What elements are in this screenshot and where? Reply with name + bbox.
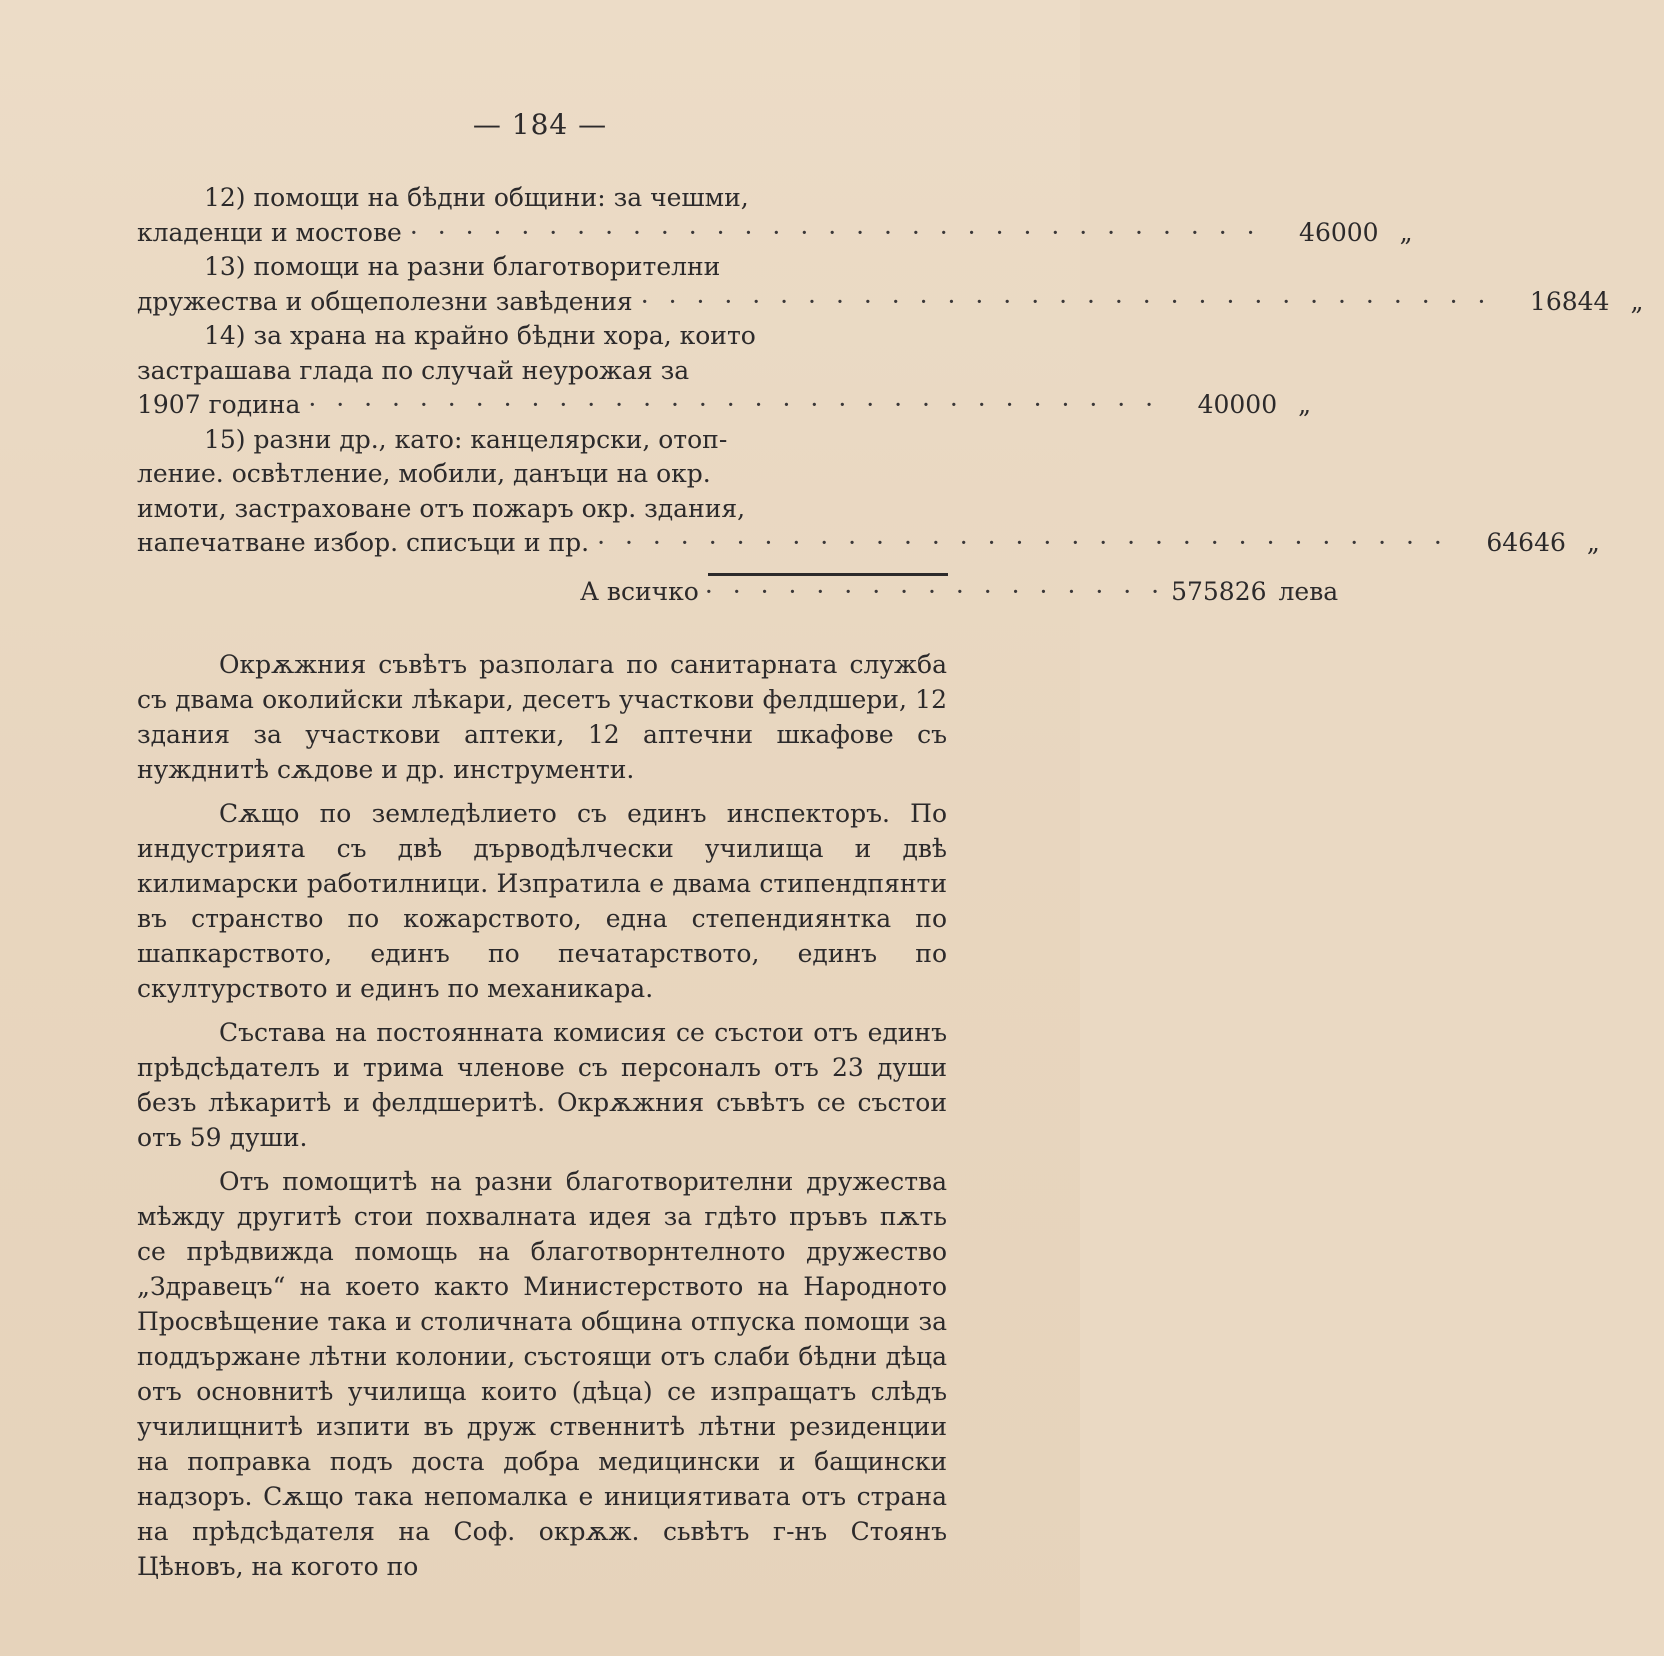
budget-item-text: застрашава глада по случай неурожая за [137,355,690,385]
paragraph: Сѫщо по земледѣлието съ единъ инспекторъ. По индустрията съ двѣ дърводѣлчески училища и двѣ килимарски работилници. Изпратила е двама стипендпянти въ странство по кожарството, една степендиянтка по шапкарството, единъ по печатарството, единъ по скултурството и единъ по механикара. [137,799,947,1003]
budget-item [137,250,1644,319]
total-line [580,575,1339,609]
budget-item-amount: 16844 [1529,286,1610,316]
budget-item-text: 1907 година [137,390,301,419]
leader-dots: · · · · · · · · · · · · · · · · · · · · · · · · · · · · · · · [308,390,1160,419]
budget-item-amount: 40000 [1197,390,1278,419]
budget-item-line [137,423,947,458]
budget-list [137,181,1644,561]
budget-item-line [137,354,947,389]
budget-item-text: 15) разни др., като: канцелярски, отоп- [204,424,728,454]
budget-item-text: дружества и общеполезни завѣдения [137,286,633,316]
budget-item-text: 13) помощи на разни благотворителни [204,252,721,281]
budget-item-line [137,526,1600,561]
body-text [137,647,947,1593]
paragraph: Състава на постоянната комисия се състои отъ единъ прѣдсѣдателъ и трима членове съ персоналъ отъ 23 души безъ лѣкаритѣ и фелдшеритѣ. Окрѫжния съвѣтъ се състои отъ 59 души. [137,1018,947,1152]
budget-item [137,423,1600,561]
budget-item-line [137,319,947,354]
budget-item-text: 12) помощи на бѣдни общини: за чешми, [204,183,749,212]
budget-item-unit: „ [1630,286,1644,316]
budget-item-text: кладенци и мостове [137,217,402,247]
budget-item-unit: „ [1586,528,1600,557]
budget-item-unit: „ [1399,217,1413,247]
budget-item-unit: „ [1298,390,1312,419]
budget-item-line [137,250,947,285]
total-label: А всичко [580,577,699,606]
budget-item-line [137,457,947,492]
budget-item-amount: 64646 [1486,528,1566,557]
leader-dots: · · · · · · · · · · · · · · · · · · · · · · · · · · · · · · · [597,528,1448,557]
total-amount: 575826 [1171,577,1267,606]
budget-item-line [137,388,1312,423]
budget-item-line [137,492,947,527]
budget-item-text: напечатване избор. списъци и пр. [137,528,590,557]
budget-item [137,319,1312,423]
leader-dots: · · · · · · · · · · · · · · · · · · · · · · · · · · · · · · · [640,286,1492,316]
leader-dots: · · · · · · · · · · · · · · · · · [704,577,1166,606]
budget-item-text: 14) за храна на крайно бѣдни хора, които [204,321,756,350]
budget-item-text: имоти, застраховане отъ пожаръ окр. здания, [137,493,746,523]
page-number: — 184 — [472,108,608,141]
leader-dots: · · · · · · · · · · · · · · · · · · · · · · · · · · · · · · · [409,217,1261,247]
budget-item-text: ление. освѣтление, мобили, данъци на окр. [137,459,711,488]
budget-item-line [137,216,1413,251]
budget-item [137,181,1413,250]
total-unit: лева [1278,577,1339,606]
budget-item-line [137,285,1644,320]
budget-item-line [137,181,947,216]
paragraph: Отъ помощитѣ на разни благотворителни дружества мѣжду другитѣ стои похвалната идея за гдѣто пръвъ пѫть се прѣдвижда помощь на благотворнтелното дружество „Здравецъ“ на което както Министерството на Народното Просвѣщение така и столичната община отпуска помощи за поддържане лѣтни колонии, състоящи отъ слаби бѣдни дѣца отъ основнитѣ училища които (дѣца) се изпращатъ слѣдъ училищнитѣ изпити въ друж ственнитѣ лѣтни резиденции на поправка подъ доста добра медицински и бащински надзоръ. Сѫщо така непомалка е инициятивата отъ страна на прѣдсѣдателя на Соф. окрѫж. сьвѣтъ г-нъ Стоянъ Цѣновъ, на когото по [137,1167,947,1581]
budget-item-amount: 46000 [1299,217,1379,247]
paragraph: Окрѫжния съвѣтъ разполага по санитарната служба съ двама околийски лѣкари, десетъ участкови фелдшери, 12 здания за участкови аптеки, 12 аптечни шкафове съ нужднитѣ сѫдове и др. инструменти. [137,650,947,784]
